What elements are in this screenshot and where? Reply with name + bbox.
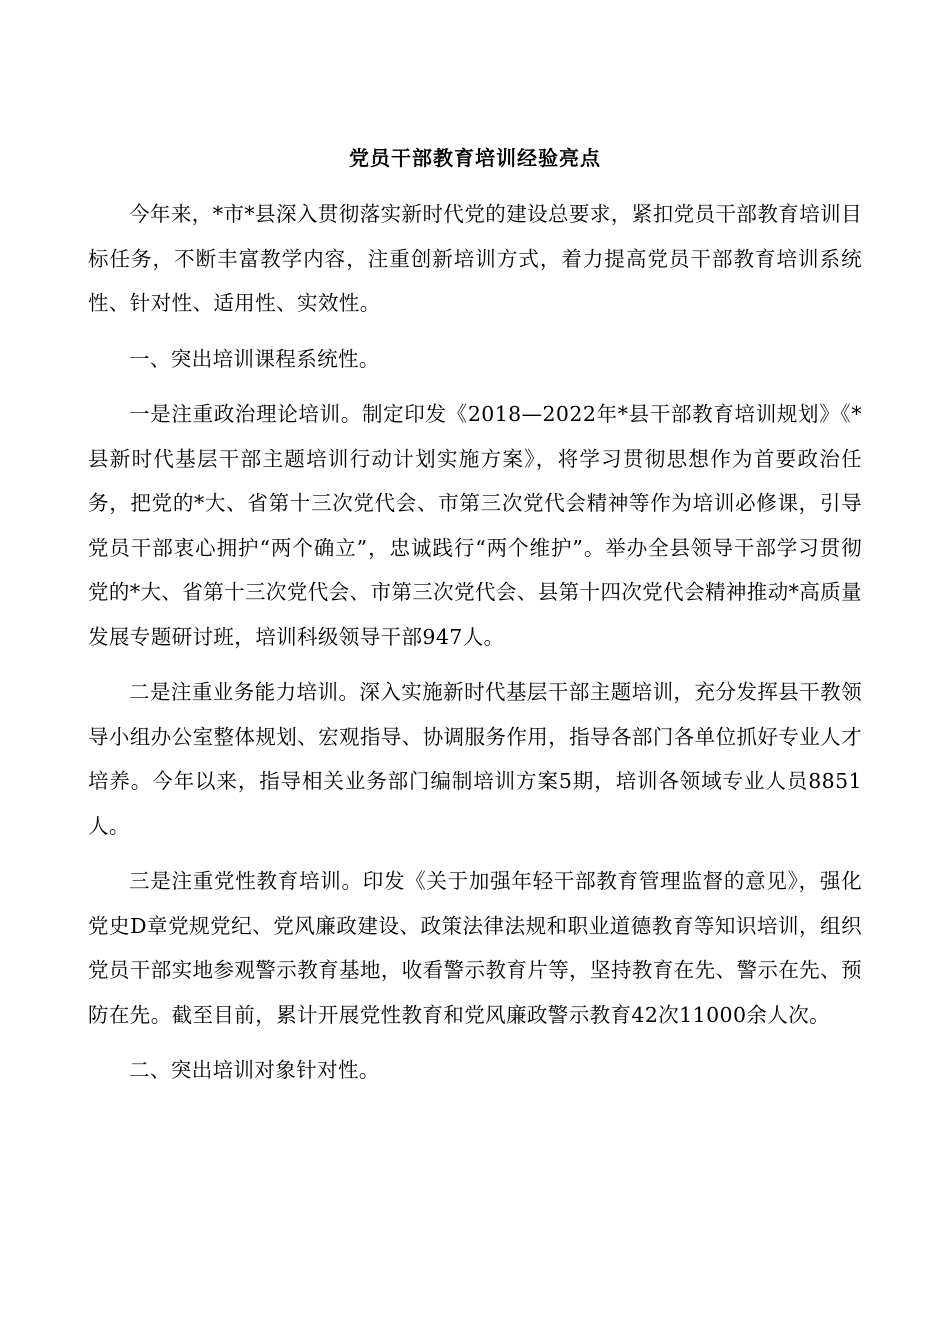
- section-heading-1: 一、突出培训课程系统性。: [129, 346, 380, 371]
- paragraph-political-theory: 一是注重政治理论培训。制定印发《2018—2022年*县干部教育培训规划》《*县新时代基层干部主题培训行动计划实施方案》，将学习贯彻思想作为首要政治任务，把党的*大、省第十三次党代会、市第三次党代会精神等作为培训必修课，引导党员干部衷心拥护“两个确立”，忠诚践行“两个维护”。举办全县领导干部学习贯彻党的*大、省第十三次党代会、市第三次党代会、县第十四次党代会精神推动*高质量发展专题研讨班，培训科级领导干部947人。: [88, 402, 862, 649]
- paragraph-business-ability: 二是注重业务能力培训。深入实施新时代基层干部主题培训，充分发挥县干教领导小组办公室整体规划、宏观指导、协调服务作用，指导各部门各单位抓好专业人才培养。今年以来，指导相关业务部门编制培训方案5期，培训各领域专业人员8851人。: [88, 680, 862, 838]
- paragraph-party-education: 三是注重党性教育培训。印发《关于加强年轻干部教育管理监督的意见》，强化党史D章党规党纪、党风廉政建设、政策法律法规和职业道德教育等知识培训，组织党员干部实地参观警示教育基地，收看警示教育片等，坚持教育在先、警示在先、预防在先。截至目前，累计开展党性教育和党风廉政警示教育42次11000余人次。: [88, 869, 862, 1027]
- document-title: 党员干部教育培训经验亮点: [349, 146, 601, 170]
- section-heading-2: 二、突出培训对象针对性。: [129, 1058, 380, 1082]
- document-body: [88, 192, 862, 1104]
- intro-paragraph: 今年来，*市*县深入贯彻落实新时代党的建设总要求，紧扣党员干部教育培训目标任务，不断丰富教学内容，注重创新培训方式，着力提高党员干部教育培训系统性、针对性、适用性、实效性。: [88, 202, 862, 315]
